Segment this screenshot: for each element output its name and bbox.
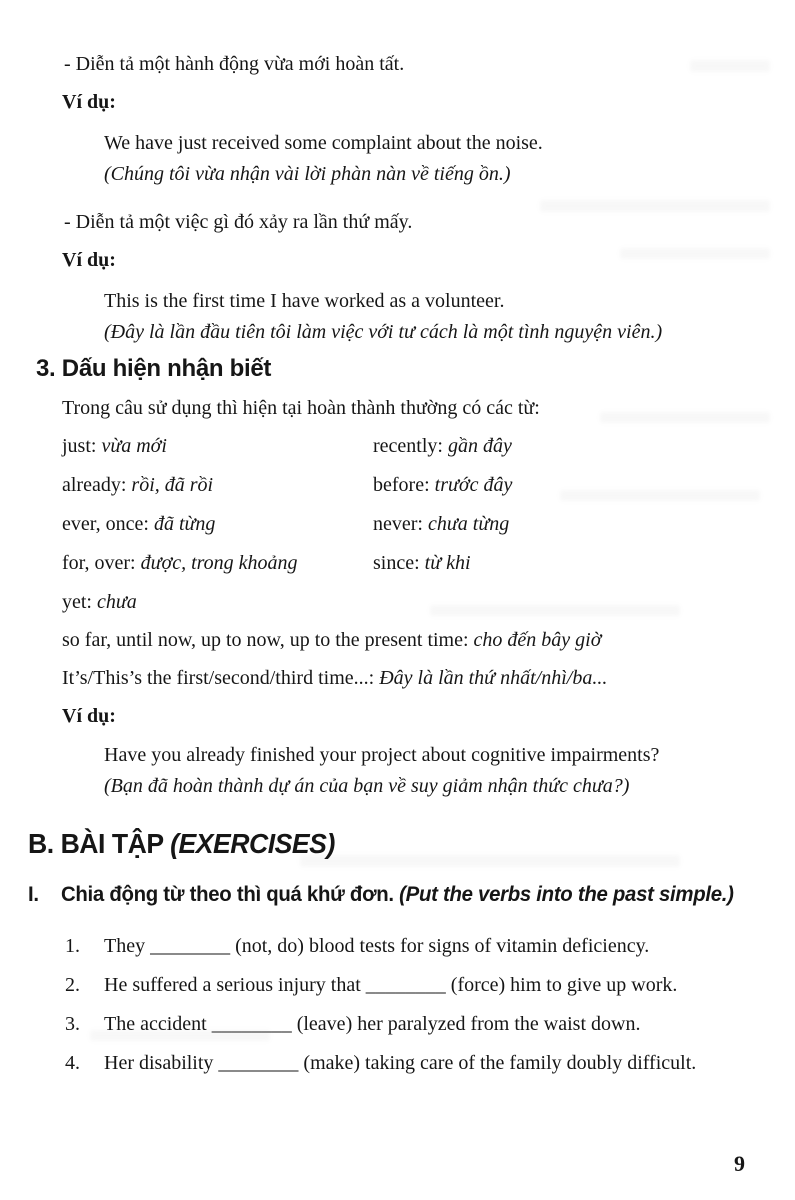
signal-meaning: trước đây: [434, 474, 513, 496]
signal-term: for, over:: [62, 552, 136, 574]
signal-words-intro: Trong câu sử dụng thì hiện tại hoàn thành thường có các từ:: [62, 397, 540, 419]
item-text: He suffered a serious injury that ________ (force) him to give up work.: [104, 974, 678, 996]
signal-term: so far, until now, up to now, up to the present time:: [62, 629, 469, 651]
signal-word-cell: [62, 471, 373, 499]
signal-word-cell: [62, 432, 373, 460]
exercise-item-4: [65, 1047, 743, 1080]
signal-word-cell: [373, 549, 471, 577]
signal-term: yet:: [62, 591, 92, 613]
signal-meaning: vừa mới: [101, 435, 167, 457]
item-number: 3.: [65, 1013, 80, 1035]
example-1-translation-vi: (Chúng tôi vừa nhận vài lời phàn nàn về tiếng ồn.): [104, 163, 511, 185]
signal-meaning: chưa từng: [427, 513, 510, 535]
signal-word-line: [62, 626, 743, 654]
usage-point-1: - Diễn tả một hành động vừa mới hoàn tất.: [64, 53, 405, 75]
example-2-translation-vi: (Đây là lần đầu tiên tôi làm việc với tư cách là một tình nguyện viên.): [104, 321, 663, 343]
signal-word-cell: [62, 549, 373, 577]
exercise-1-title: [61, 880, 734, 910]
exercise-1-title-vi: Chia động từ theo thì quá khứ đơn.: [60, 883, 394, 906]
page-number: 9: [734, 1151, 745, 1176]
signal-term: since:: [373, 552, 420, 574]
signal-word-row: [62, 510, 743, 538]
signal-word-row: [62, 432, 743, 460]
section-b-heading-english: (EXERCISES): [170, 828, 335, 859]
signal-word-cell: [373, 432, 512, 460]
signal-meaning: được, trong khoảng: [140, 552, 298, 574]
example-block-3: [104, 740, 743, 802]
signal-term: never:: [373, 513, 423, 535]
section-b-heading-main: B. BÀI TẬP: [28, 828, 164, 859]
signal-word-line: [62, 664, 743, 692]
signal-word-row: [62, 549, 743, 577]
signal-word-line: [62, 588, 743, 616]
signal-term: just:: [62, 435, 97, 457]
item-number: 1.: [65, 935, 80, 957]
example-label-1: Ví dụ:: [62, 91, 116, 113]
signal-meaning: Đây là lần thứ nhất/nhì/ba...: [379, 667, 608, 689]
exercise-1-numeral: I.: [28, 883, 39, 906]
exercise-1-heading: [28, 880, 734, 910]
signal-meaning: cho đến bây giờ: [473, 629, 602, 651]
signal-term: ever, once:: [62, 513, 149, 535]
signal-term: recently:: [373, 435, 443, 457]
exercise-item-3: [65, 1008, 743, 1041]
exercise-1-title-en: (Put the verbs into the past simple.): [399, 883, 734, 906]
signal-term: It’s/This’s the first/second/third time...:: [62, 667, 375, 689]
signal-term: before:: [373, 474, 430, 496]
signal-word-row: [62, 471, 743, 499]
signal-word-cell: [373, 471, 512, 499]
signal-meaning: đã từng: [153, 513, 216, 535]
signal-term: already:: [62, 474, 127, 496]
signal-meaning: rồi, đã rồi: [131, 474, 214, 496]
example-1-sentence-en: We have just received some complaint about the noise.: [104, 132, 543, 154]
section-b-heading: [28, 826, 707, 862]
exercise-item-1: [65, 930, 743, 963]
example-3-translation-vi: (Bạn đã hoàn thành dự án của bạn về suy giảm nhận thức chưa?): [104, 775, 630, 797]
example-label-3: Ví dụ:: [62, 705, 116, 727]
item-text: They ________ (not, do) blood tests for signs of vitamin deficiency.: [104, 935, 650, 957]
example-2-sentence-en: This is the first time I have worked as a volunteer.: [104, 290, 505, 312]
example-block-2: [104, 286, 743, 348]
item-number: 4.: [65, 1052, 80, 1074]
exercise-item-2: [65, 969, 743, 1002]
item-text: The accident ________ (leave) her paralyzed from the waist down.: [104, 1013, 641, 1035]
signal-meaning: chưa: [97, 591, 137, 613]
example-3-sentence-en: Have you already finished your project about cognitive impairments?: [104, 744, 660, 766]
section-3-heading: 3. Dấu hiện nhận biết: [36, 355, 272, 382]
item-text: Her disability ________ (make) taking care of the family doubly difficult.: [104, 1052, 697, 1074]
signal-meaning: từ khi: [424, 552, 471, 574]
example-label-2: Ví dụ:: [62, 249, 116, 271]
example-block-1: [104, 128, 743, 190]
signal-word-cell: [62, 510, 373, 538]
signal-word-cell: [373, 510, 509, 538]
usage-point-2: - Diễn tả một việc gì đó xảy ra lần thứ mấy.: [64, 211, 413, 233]
signal-meaning: gần đây: [447, 435, 512, 457]
item-number: 2.: [65, 974, 80, 996]
